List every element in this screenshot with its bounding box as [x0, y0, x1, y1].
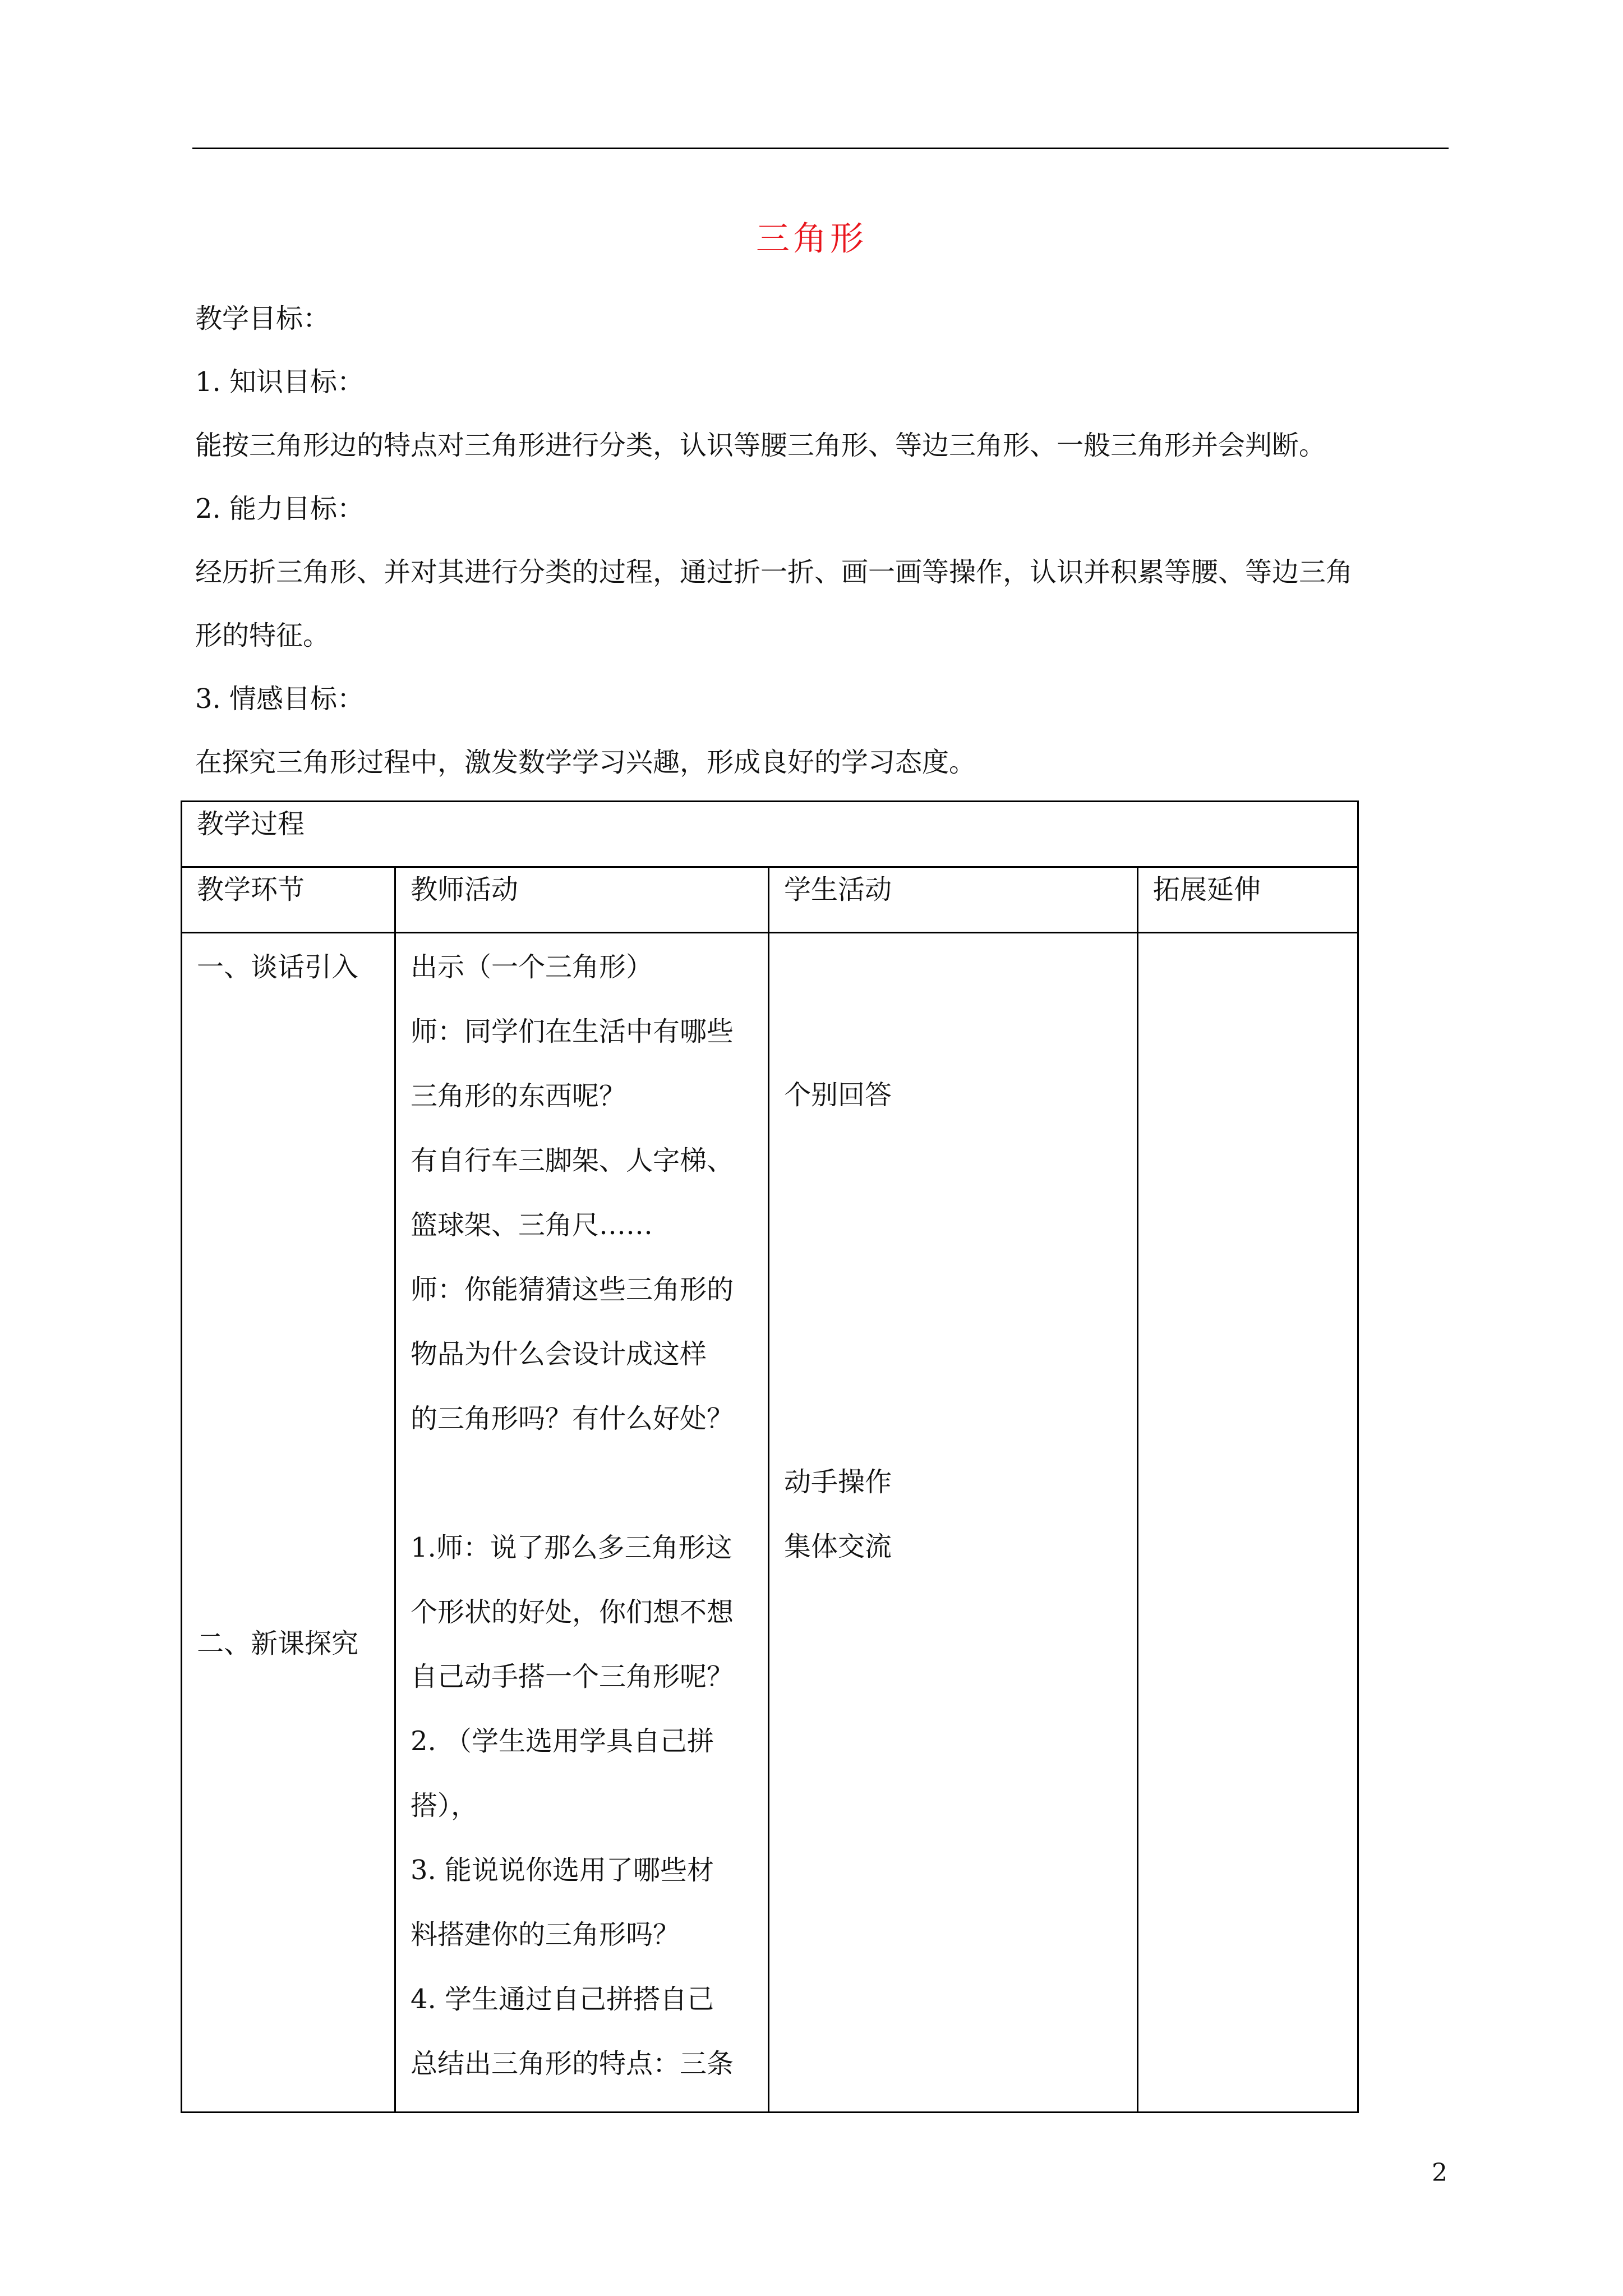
header-teacher-activity: 教师活动: [395, 867, 769, 933]
student-activity-cell: [769, 933, 1138, 2113]
student-group-exchange: 集体交流: [784, 1531, 892, 1562]
teacher-line: 的三角形吗？有什么好处？: [411, 1403, 734, 1434]
objectives-heading: 教学目标：: [195, 303, 330, 334]
stage-cell: [182, 933, 395, 2113]
teacher-line: 物品为什么会设计成这样: [411, 1338, 707, 1370]
stage-intro: 一、谈话引入: [197, 951, 359, 983]
teacher-line: 个形状的好处，你们想不想: [411, 1596, 734, 1628]
emotion-heading: 3. 情感目标：: [195, 683, 365, 715]
knowledge-heading: 1. 知识目标：: [195, 366, 365, 398]
teacher-line: 有自行车三脚架、人字梯、: [411, 1145, 734, 1176]
teaching-process-table: [181, 800, 1359, 2113]
teacher-line: 搭），: [411, 1790, 478, 1821]
header-stage: 教学环节: [182, 867, 395, 933]
header-extension: 拓展延伸: [1138, 867, 1358, 933]
document-title: 三角形: [756, 219, 867, 259]
header-rule: [192, 148, 1449, 149]
teacher-line: 总结出三角形的特点：三条: [411, 2048, 734, 2079]
teacher-line: 料搭建你的三角形吗？: [411, 1919, 680, 1950]
ability-text-line2: 形的特征。: [195, 620, 330, 651]
extension-cell: [1138, 933, 1358, 2113]
teacher-line: 1.师：说了那么多三角形这: [411, 1532, 732, 1563]
teacher-line: 篮球架、三角尺……: [411, 1209, 653, 1241]
teacher-line: 自己动手搭一个三角形呢？: [411, 1661, 734, 1692]
teacher-line-blank: [411, 1466, 768, 1531]
teacher-line: 三角形的东西呢？: [411, 1080, 626, 1112]
ability-text-line1: 经历折三角形、并对其进行分类的过程，通过折一折、画一画等操作，认识并积累等腰、等边三角: [195, 556, 1353, 588]
table-title: 教学过程: [182, 802, 1358, 867]
student-answer: 个别回答: [784, 1079, 892, 1111]
ability-heading: 2. 能力目标：: [195, 493, 365, 524]
emotion-text: 在探究三角形过程中，激发数学学习兴趣，形成良好的学习态度。: [195, 747, 976, 778]
header-student-activity: 学生活动: [769, 867, 1138, 933]
student-hands-on: 动手操作: [784, 1466, 892, 1498]
knowledge-text: 能按三角形边的特点对三角形进行分类，认识等腰三角形、等边三角形、一般三角形并会判断。: [195, 430, 1326, 461]
page-number: 2: [1432, 2159, 1447, 2187]
stage-new-lesson: 二、新课探究: [197, 1628, 359, 1659]
teacher-line: 4. 学生通过自己拼搭自己: [411, 1984, 714, 2015]
teacher-activity-cell: [395, 933, 769, 2113]
teacher-line: 出示（一个三角形）: [411, 951, 653, 983]
teacher-line: 3. 能说说你选用了哪些材: [411, 1855, 714, 1886]
teacher-line: 师：同学们在生活中有哪些: [411, 1016, 734, 1047]
teacher-line: 2. （学生选用学具自己拼: [411, 1726, 714, 1757]
teacher-line: 师：你能猜猜这些三角形的: [411, 1274, 734, 1305]
